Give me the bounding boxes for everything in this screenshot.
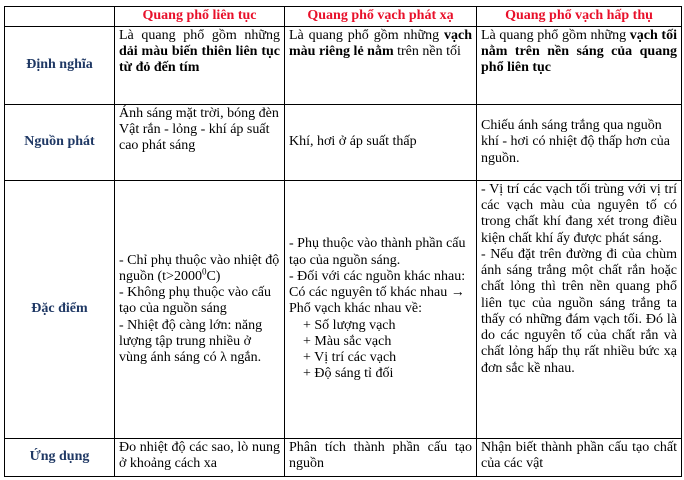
features-emission-item-2: - Đối với các nguồn khác nhau: Có các nguyên tố khác nhau → Phổ vạch khác nhau về: — [289, 268, 466, 317]
source-absorption-cell: Chiếu ánh sáng trắng qua nguồn khí - hơi có nhiệt độ thấp hơn của nguồn. — [477, 105, 682, 181]
source-continuous-cell — [115, 105, 285, 181]
features-absorption-item-2: - Nếu đặt trên đường đi của chùm ánh sáng trắng một chất rắn hoặc chất lỏng thì trên nền quang phổ liên tục của nguồn sáng trắng ta thấy có những đám vạch tối. Đó là do các nguyên tố của chất rắn và chất lỏng hấp thụ rất nhiều bức xạ đơn sắc kề nhau. — [481, 246, 677, 376]
features-emission-subitem-1: + Số lượng vạch — [303, 317, 396, 333]
definition-continuous-text: Là quang phổ gồm những — [119, 28, 280, 43]
features-continuous-item-1-text: - Chỉ phụ thuộc vào nhiệt độ nguồn (t>2000 — [119, 252, 280, 284]
application-row — [5, 439, 682, 477]
definition-continuous-cell — [115, 27, 285, 105]
application-continuous-cell: Đo nhiệt độ các sao, lò nung ở khoảng cách xa — [115, 439, 285, 477]
definition-absorption-cell — [477, 27, 682, 105]
definition-emission-bold: vạch màu riêng lẻ nằm — [289, 28, 472, 60]
definition-row — [5, 27, 682, 105]
header-absorption-spectrum: Quang phổ vạch hấp thụ — [477, 7, 682, 27]
features-emission-subitem-4: + Độ sáng tỉ đối — [303, 366, 394, 382]
features-continuous-item-1-unit: C) — [206, 268, 221, 284]
definition-emission-text-end: trên nền tối — [393, 44, 461, 60]
header-continuous-spectrum: Quang phổ liên tục — [115, 7, 285, 27]
definition-emission-text: Là quang phổ gồm những — [289, 28, 444, 43]
source-continuous-line-1: Ánh sáng mặt trời, bóng đèn — [119, 106, 279, 121]
definition-emission-cell — [285, 27, 477, 105]
row-label-definition: Định nghĩa — [5, 27, 115, 105]
features-emission-item-1: - Phụ thuộc vào thành phần cấu tạo của nguồn sáng. — [289, 236, 466, 268]
features-continuous-item-3: - Nhiệt độ càng lớn: năng lượng tập trung nhiều ở vùng ánh sáng có λ ngắn. — [119, 317, 263, 366]
application-absorption-cell: Nhận biết thành phần cấu tạo chất của các vật — [477, 439, 682, 477]
source-row — [5, 105, 682, 181]
header-row — [5, 7, 682, 27]
features-continuous-item-2: - Không phụ thuộc vào cấu tạo của nguồn sáng — [119, 285, 272, 317]
spectrum-comparison-table — [4, 6, 682, 477]
features-absorption-item-1: - Vị trí các vạch tối trùng với vị trí các vạch màu của nguyên tố có trong chất khí đang xét trong điều kiện chất khí ấy được phát sáng. — [481, 182, 677, 246]
definition-continuous-bold: dải màu biến thiên liên tục từ đỏ đến tím — [119, 44, 280, 76]
row-label-features: Đặc điểm — [5, 181, 115, 439]
features-emission-subitem-2: + Màu sắc vạch — [303, 333, 392, 349]
row-label-application: Ứng dụng — [5, 439, 115, 477]
source-continuous-line-2: Vật rắn - lỏng - khí áp suất cao phát sáng — [119, 122, 270, 154]
degree-superscript: 0 — [201, 266, 207, 277]
definition-absorption-bold: vạch tối nằm trên nền sáng của quang phổ liên tục — [481, 28, 677, 76]
features-emission-cell — [285, 181, 477, 439]
features-absorption-cell — [477, 181, 682, 439]
definition-absorption-text: Là quang phổ gồm những — [481, 28, 630, 43]
features-emission-subitem-3: + Vị trí các vạch — [303, 350, 397, 366]
source-emission-cell: Khí, hơi ở áp suất thấp — [285, 105, 477, 181]
header-emission-spectrum: Quang phổ vạch phát xạ — [285, 7, 477, 27]
features-continuous-item-1 — [119, 253, 280, 285]
row-label-source: Nguồn phát — [5, 105, 115, 181]
features-continuous-cell — [115, 181, 285, 439]
application-emission-cell: Phân tích thành phần cấu tạo nguồn — [285, 439, 477, 477]
corner-cell — [5, 7, 115, 27]
features-row — [5, 181, 682, 439]
